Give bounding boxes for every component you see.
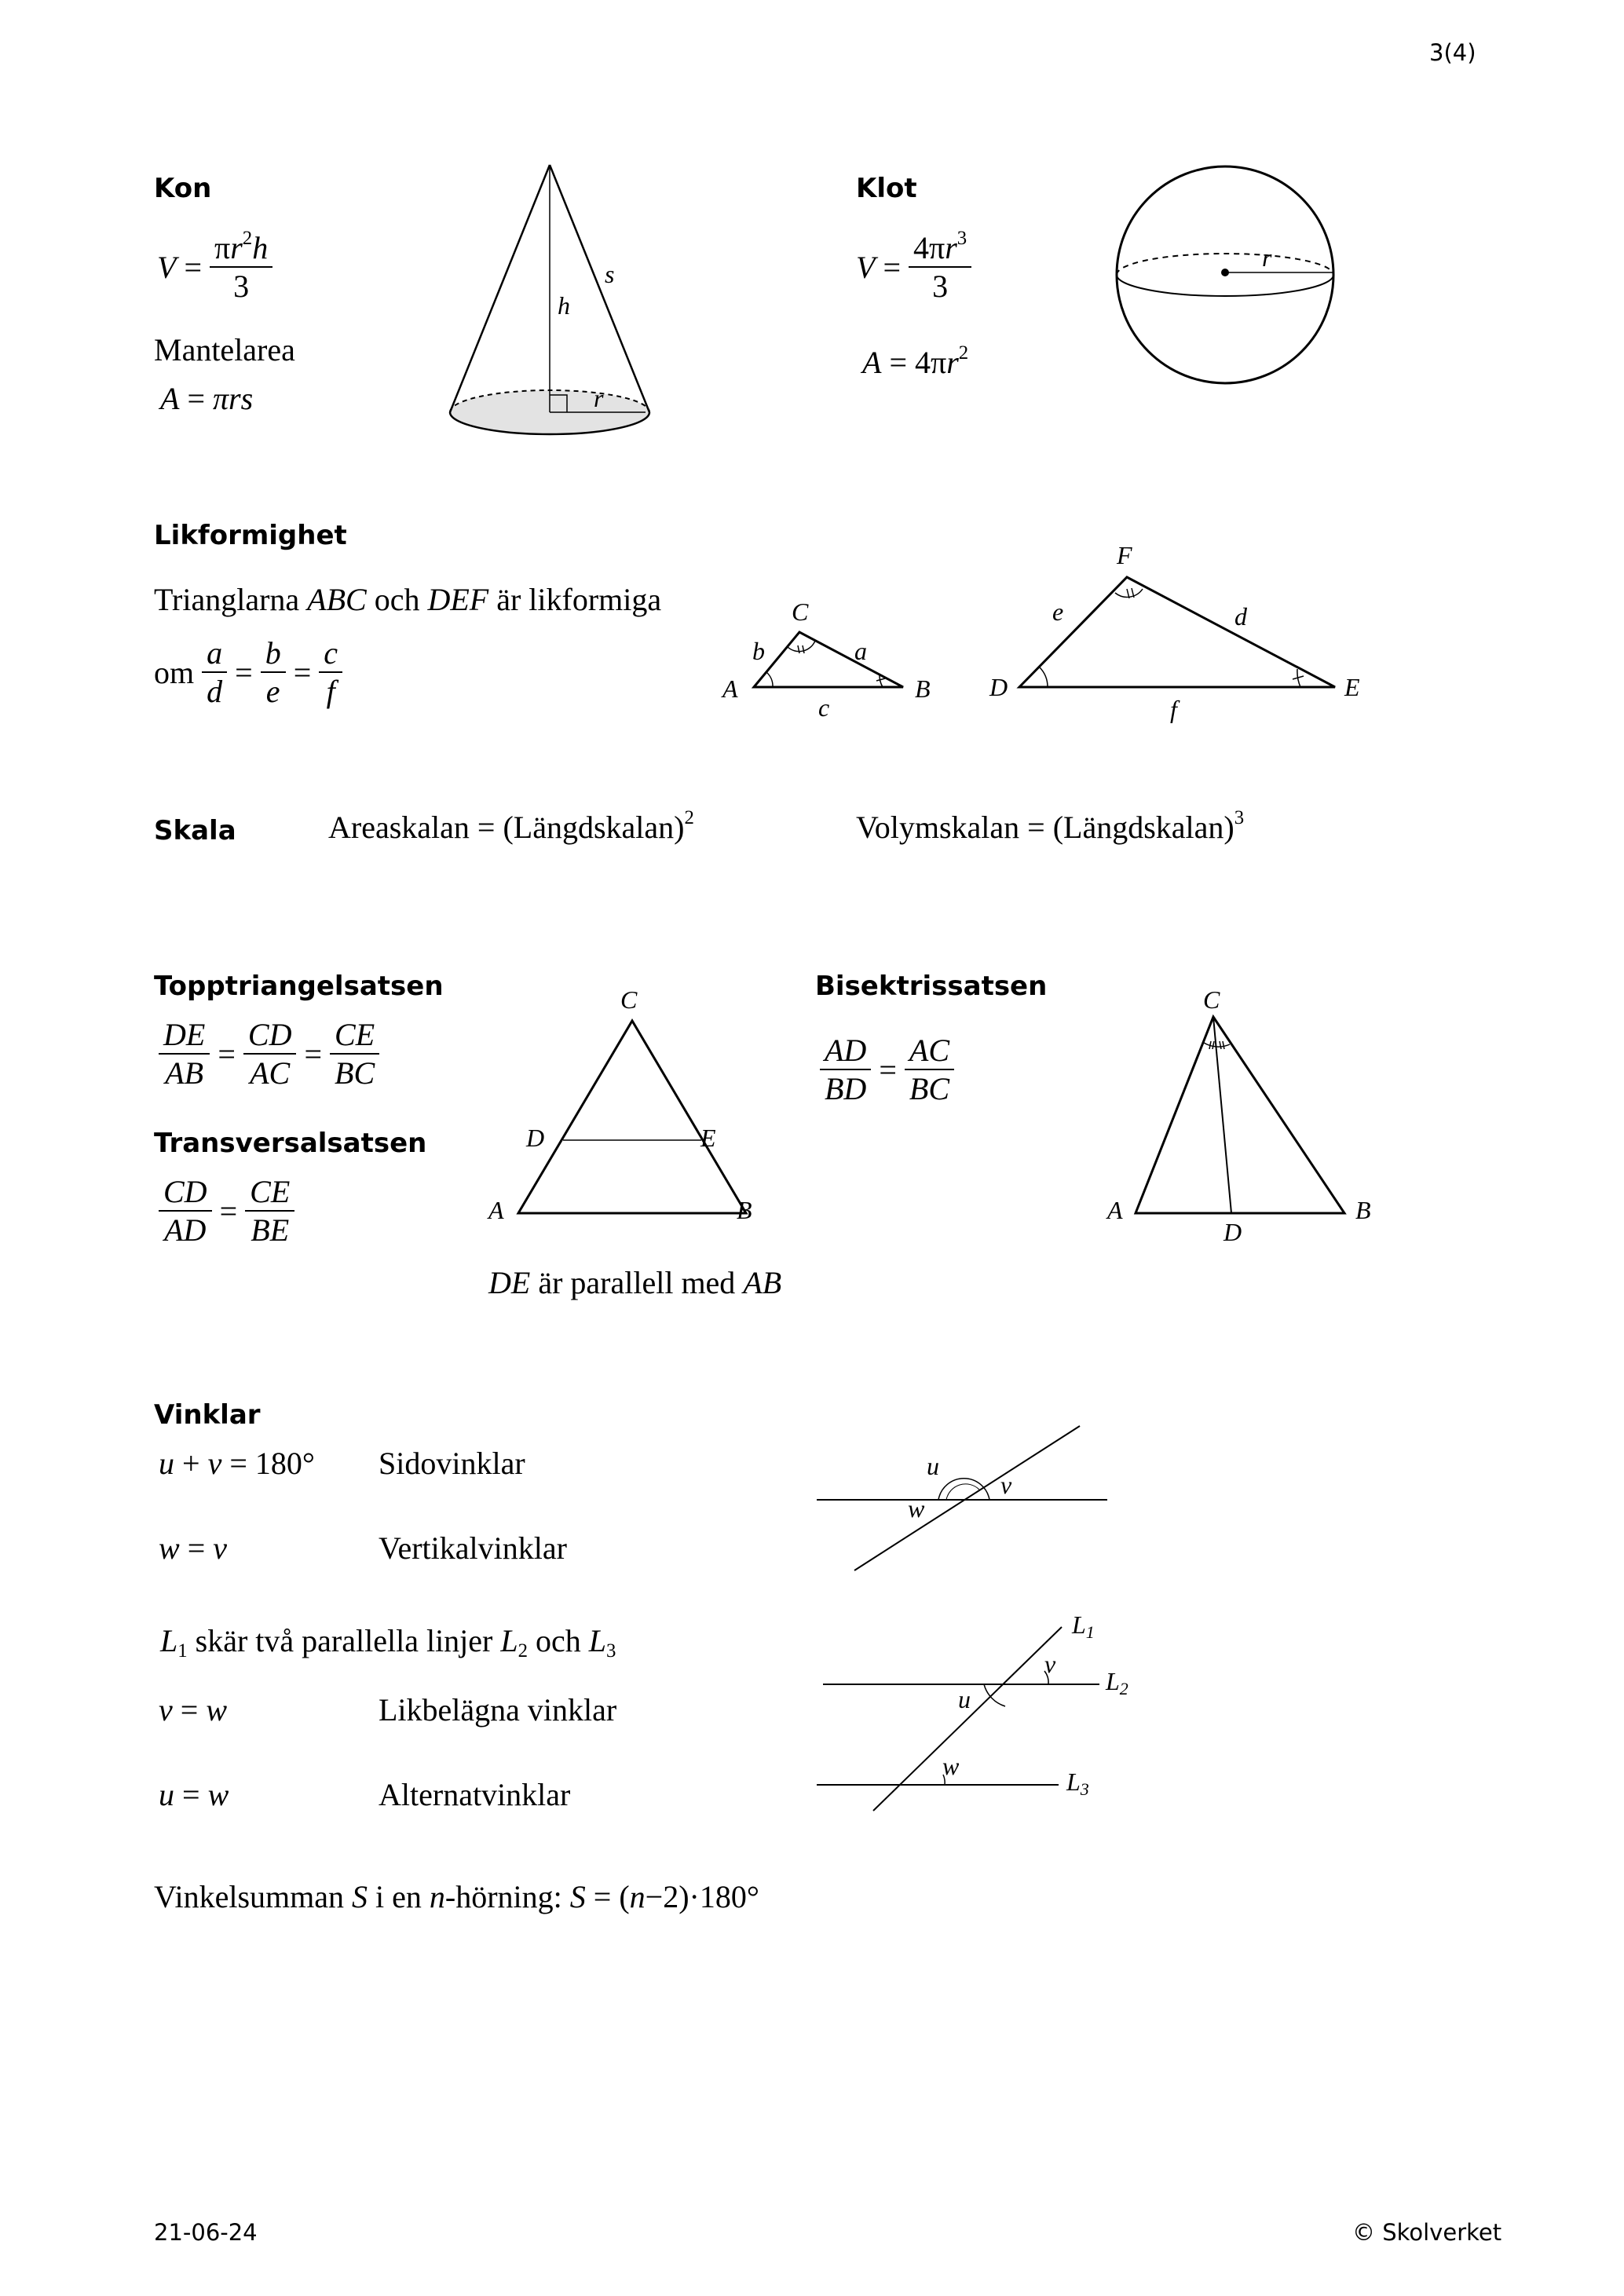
topptriangel-figure <box>479 982 777 1241</box>
subscript: 2 <box>1119 1679 1128 1698</box>
text: och <box>374 582 420 617</box>
page-number: 3(4) <box>1429 39 1476 66</box>
label-a: A <box>1107 1196 1123 1224</box>
line-l: L <box>160 1623 178 1658</box>
dot: · <box>689 1879 700 1914</box>
equals: = <box>879 1051 897 1088</box>
small-triangle-figure <box>715 581 942 722</box>
number: 2 <box>663 1879 679 1914</box>
areaskala-formula <box>328 809 694 846</box>
angle-label-w: w <box>908 1494 925 1523</box>
label-a-vertex: A <box>722 675 738 703</box>
bisektris-formula <box>820 1032 954 1107</box>
alternatvinklar-formula <box>159 1776 229 1813</box>
numerator: AD <box>820 1032 871 1070</box>
equals: = <box>304 1036 323 1072</box>
equals: = <box>180 1692 199 1727</box>
var-v: v <box>207 1446 222 1481</box>
text: är parallell med <box>538 1265 736 1300</box>
text: -hörning: <box>444 1879 562 1914</box>
equals: = <box>187 1530 206 1566</box>
cone-label-r: r <box>594 384 604 412</box>
likformighet-text <box>154 581 661 618</box>
line-l: L <box>1072 1610 1086 1639</box>
numerator: a <box>202 634 227 673</box>
var-v: V <box>157 249 177 285</box>
minus: − <box>645 1879 664 1914</box>
text: Volymskalan = (Längdskalan) <box>856 810 1234 845</box>
label-side-d: d <box>1234 602 1247 631</box>
numerator: c <box>319 634 342 673</box>
numerator: b <box>261 634 286 673</box>
var-n: n <box>629 1879 646 1914</box>
label-a: A <box>488 1196 504 1224</box>
segment-de: DE <box>488 1265 531 1300</box>
label-c: C <box>1203 985 1220 1014</box>
exponent: 3 <box>956 228 967 250</box>
vertikalvinklar-label: Vertikalvinklar <box>379 1530 567 1566</box>
segment-ab: AB <box>743 1265 782 1300</box>
text: Vinkelsumman <box>154 1879 345 1914</box>
label-side-f: f <box>1170 695 1177 723</box>
pi: π <box>214 230 231 265</box>
var-h: h <box>252 230 269 265</box>
alternatvinklar-label: Alternatvinklar <box>379 1777 571 1812</box>
label-side-e: e <box>1052 598 1064 626</box>
denominator: BC <box>335 1055 375 1091</box>
text: Areaskalan = (Längdskalan) <box>328 810 685 845</box>
fraction <box>905 1032 954 1107</box>
numerator: DE <box>159 1016 210 1055</box>
line-label-l3 <box>1066 1768 1089 1799</box>
mantelarea-label: Mantelarea <box>154 332 295 367</box>
var-a: A <box>862 345 882 380</box>
cone-figure <box>440 157 668 448</box>
kon-volume-formula <box>157 229 272 305</box>
label-d-vertex: D <box>989 673 1008 701</box>
fraction <box>243 1016 297 1091</box>
exponent: 2 <box>958 342 969 364</box>
footer-copyright: © Skolverket <box>1352 2219 1502 2246</box>
equals: = <box>218 1036 236 1072</box>
parallella-linjer-text <box>160 1622 616 1662</box>
vinklar-heading: Vinklar <box>154 1399 261 1431</box>
vinkelsumma-formula <box>154 1878 759 1915</box>
var-s: S <box>569 1879 586 1914</box>
text: i en <box>375 1879 422 1914</box>
numerator: CE <box>330 1016 379 1055</box>
subscript: 3 <box>1080 1779 1089 1799</box>
equals: = <box>293 654 312 690</box>
kon-heading: Kon <box>154 173 212 204</box>
var-a: A <box>160 381 180 416</box>
equals: = <box>229 1446 247 1481</box>
fraction <box>245 1173 294 1249</box>
bisektrissatsen-heading: Bisektrissatsen <box>815 971 1048 1002</box>
denominator: f <box>326 674 335 710</box>
label-d: D <box>526 1124 545 1152</box>
transversal-formula <box>159 1173 294 1249</box>
equals: = <box>182 1777 200 1812</box>
var-v: v <box>159 1692 173 1727</box>
angle-label-u: u <box>927 1452 939 1480</box>
sphere-label-r: r <box>1262 243 1272 272</box>
numerator: CE <box>245 1173 294 1212</box>
footer-date: 21-06-24 <box>154 2219 258 2246</box>
label-b: B <box>1355 1196 1371 1224</box>
line-label-l2 <box>1105 1667 1128 1698</box>
equals: = <box>187 381 205 416</box>
var-u: u <box>159 1446 174 1481</box>
subscript: 1 <box>177 1640 188 1662</box>
value: 180° <box>699 1879 759 1914</box>
paren-close: ) <box>678 1879 689 1914</box>
transversalsatsen-heading: Transversalsatsen <box>154 1128 427 1159</box>
fraction <box>159 1173 212 1249</box>
numerator: CD <box>159 1173 212 1212</box>
var-r: r <box>230 230 243 265</box>
vertikalvinklar-formula <box>159 1530 227 1567</box>
denominator: d <box>207 674 223 710</box>
fraction <box>210 229 272 305</box>
label-f-vertex: F <box>1117 541 1132 569</box>
denominator: AC <box>250 1055 291 1091</box>
label-b-vertex: B <box>915 675 931 703</box>
topptriangel-formula <box>159 1016 379 1091</box>
exponent: 2 <box>684 807 694 829</box>
label-side-c: c <box>818 693 830 722</box>
triangle-def: DEF <box>427 582 489 617</box>
numerator: AC <box>905 1032 954 1070</box>
var-u: u <box>159 1777 174 1812</box>
pi-r-s: πrs <box>213 381 254 416</box>
sphere-figure <box>1111 161 1339 389</box>
fraction <box>820 1032 871 1107</box>
denominator: AB <box>165 1055 204 1091</box>
text-om: om <box>154 654 195 690</box>
var-w: w <box>206 1692 228 1727</box>
equals: = <box>883 249 901 285</box>
text: och <box>536 1623 581 1658</box>
fraction <box>202 634 227 710</box>
angle-label-u: u <box>958 1685 971 1713</box>
equals: = <box>235 654 253 690</box>
klot-heading: Klot <box>856 173 917 204</box>
likbelagna-formula <box>159 1691 227 1728</box>
klot-area-formula <box>862 344 968 381</box>
subscript: 3 <box>606 1640 616 1662</box>
label-d: D <box>1223 1218 1242 1246</box>
fraction <box>159 1016 210 1091</box>
cone-label-s: s <box>605 260 615 288</box>
topptriangelsatsen-heading: Topptriangelsatsen <box>154 971 444 1002</box>
large-triangle-figure <box>982 534 1390 738</box>
triangle-abc: ABC <box>307 582 367 617</box>
sidovinklar-label: Sidovinklar <box>379 1446 525 1481</box>
angle-label-w: w <box>942 1752 960 1780</box>
skala-heading: Skala <box>154 815 236 846</box>
likbelagna-label: Likbelägna vinklar <box>379 1692 617 1727</box>
fraction <box>909 229 971 305</box>
angle-label-v: v <box>1000 1471 1012 1499</box>
coefficient: 4π <box>913 230 946 265</box>
sidovinklar-formula <box>159 1445 315 1482</box>
plus: + <box>182 1446 200 1481</box>
cone-label-h: h <box>558 291 570 320</box>
label-b: B <box>737 1196 752 1224</box>
label-c-vertex: C <box>792 598 809 626</box>
angle-label-v: v <box>1044 1650 1056 1678</box>
equals: = <box>593 1879 612 1914</box>
equals: = <box>219 1193 238 1229</box>
var-v: v <box>213 1530 228 1566</box>
line-l: L <box>500 1623 518 1658</box>
text: är likformiga <box>496 582 662 617</box>
vinklar-figure-2 <box>809 1602 1170 1822</box>
var-n: n <box>429 1879 445 1914</box>
var-v: V <box>856 249 876 285</box>
label-c: C <box>620 985 638 1014</box>
denominator: 3 <box>233 269 250 305</box>
text: skär två parallella linjer <box>195 1623 493 1658</box>
subscript: 2 <box>518 1640 529 1662</box>
var-s: S <box>352 1879 368 1914</box>
var-w: w <box>207 1777 229 1812</box>
parallel-note <box>488 1264 781 1301</box>
label-e-vertex: E <box>1344 673 1360 701</box>
equals: = <box>184 249 202 285</box>
paren-open: ( <box>619 1879 630 1914</box>
line-label-l1 <box>1071 1610 1095 1642</box>
volymskala-formula <box>856 809 1244 846</box>
label-side-b: b <box>752 637 765 665</box>
likformighet-ratio <box>154 634 342 710</box>
denominator: e <box>265 674 280 710</box>
numerator: CD <box>243 1016 297 1055</box>
coefficient: 4π <box>915 345 947 380</box>
text: Trianglarna <box>154 582 300 617</box>
line-l: L <box>588 1623 607 1658</box>
subscript: 1 <box>1085 1622 1095 1642</box>
var-w: w <box>159 1530 180 1566</box>
vinklar-figure-1 <box>809 1413 1139 1586</box>
equals: = <box>889 345 907 380</box>
bisektris-figure <box>1099 982 1398 1264</box>
denominator: BE <box>251 1212 290 1249</box>
denominator: 3 <box>932 269 949 305</box>
var-r: r <box>946 345 959 380</box>
denominator: BD <box>825 1071 867 1107</box>
klot-volume-formula <box>856 229 971 305</box>
likformighet-heading: Likformighet <box>154 520 347 551</box>
fraction <box>319 634 342 710</box>
label-side-a: a <box>854 637 867 665</box>
fraction <box>330 1016 379 1091</box>
denominator: BC <box>909 1071 950 1107</box>
var-r: r <box>945 230 957 265</box>
label-e: E <box>700 1124 716 1152</box>
denominator: AD <box>164 1212 207 1249</box>
exponent: 3 <box>1234 807 1245 829</box>
exponent: 2 <box>242 228 253 250</box>
line-l: L <box>1066 1768 1081 1796</box>
fraction <box>261 634 286 710</box>
line-l: L <box>1106 1667 1120 1695</box>
value: 180° <box>254 1446 315 1481</box>
kon-area-formula <box>160 380 253 417</box>
